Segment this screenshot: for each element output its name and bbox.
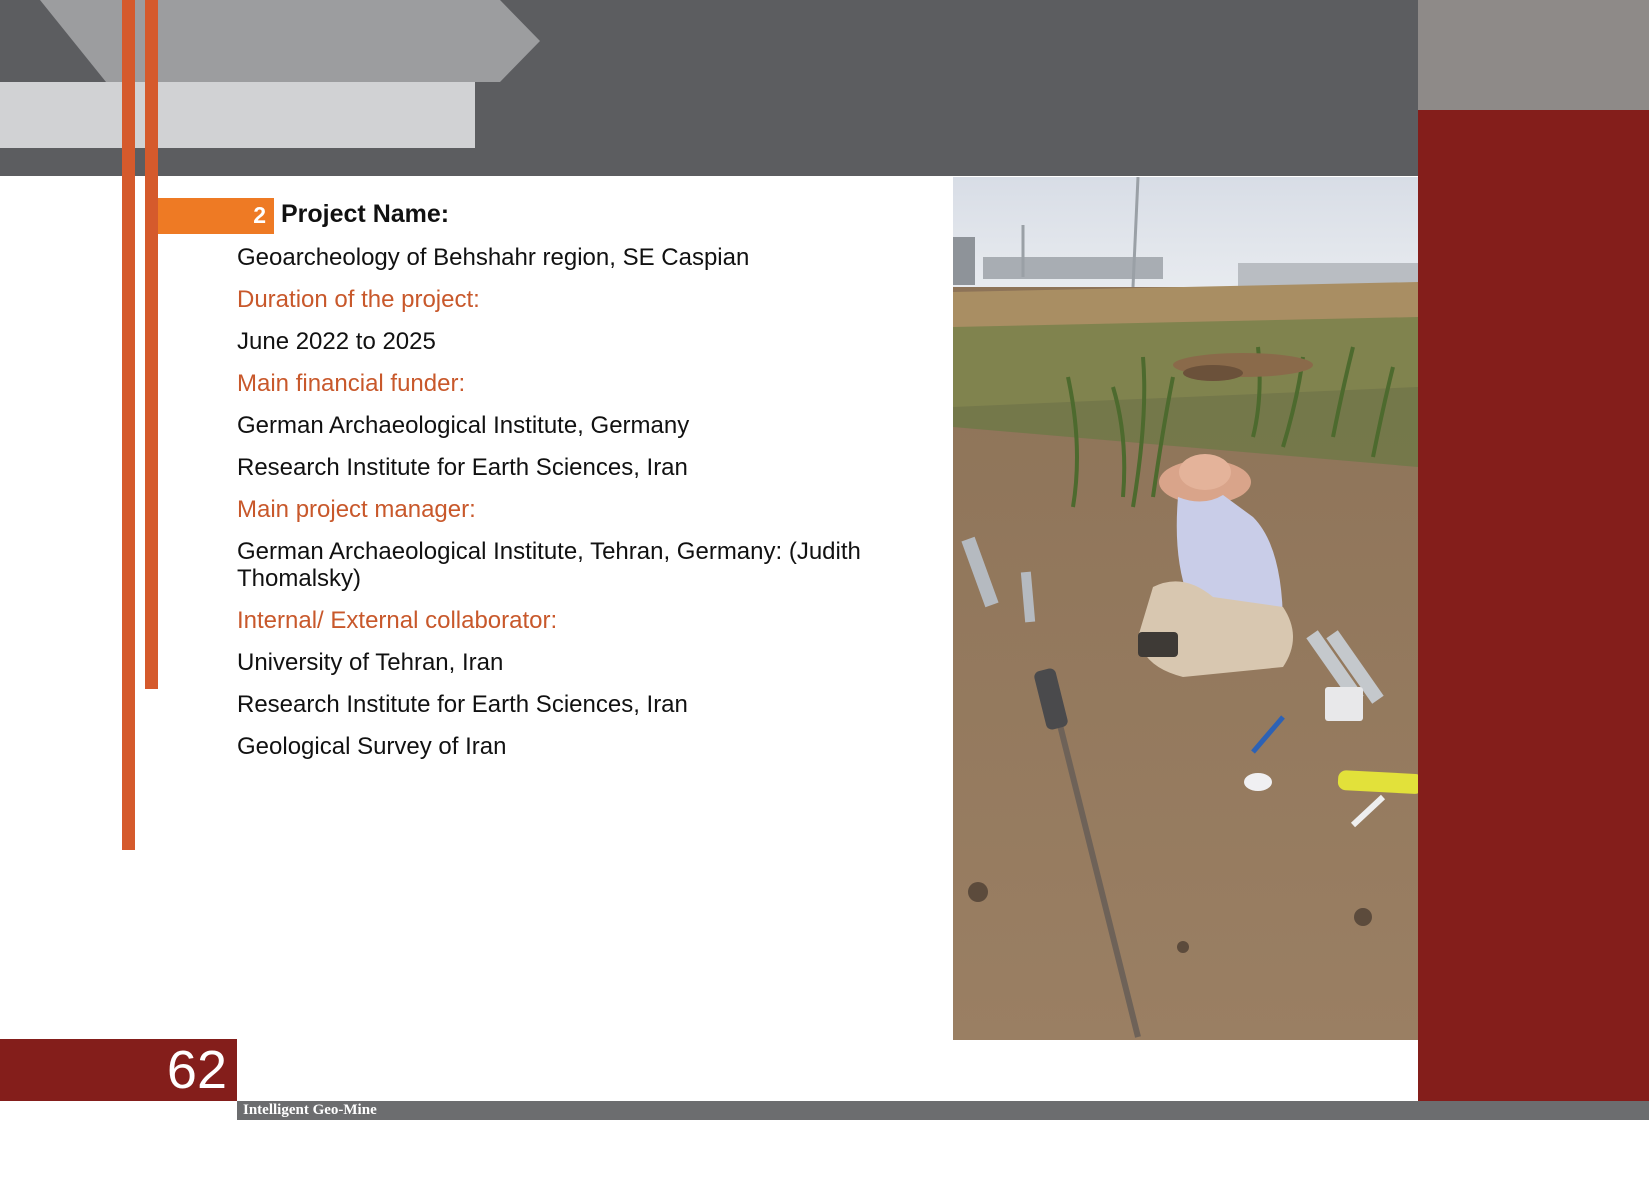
collaborator-value: University of Tehran, Iran [237, 649, 504, 676]
side-red-column [1418, 110, 1649, 1103]
page-number-box [0, 1039, 237, 1101]
manager-value: German Archaeological Institute, Tehran, Germany: (Judith Thomalsky) [237, 538, 861, 592]
page-number: 62 [166, 1040, 227, 1100]
collaborator-value: Research Institute for Earth Sciences, Iran [237, 691, 688, 718]
field-photo [953, 177, 1418, 1040]
side-grey-block [1418, 0, 1649, 110]
collaborator-value: Geological Survey of Iran [237, 733, 507, 760]
footer-bar [237, 1101, 1649, 1120]
duration-label: Duration of the project: [237, 286, 480, 313]
funder-label: Main financial funder: [237, 370, 466, 397]
vertical-rule-inner [145, 0, 158, 689]
vertical-rule-outer [122, 0, 135, 850]
section-heading: Project Name: [281, 200, 450, 228]
section-number-badge [158, 198, 274, 234]
funder-value: Research Institute for Earth Sciences, Iran [237, 454, 688, 481]
funder-value: German Archaeological Institute, Germany [237, 412, 690, 439]
duration-value: June 2022 to 2025 [237, 328, 436, 355]
collaborator-label: Internal/ External collaborator: [237, 607, 558, 634]
header-light-bar [0, 82, 475, 148]
project-title: Geoarcheology of Behshahr region, SE Caspian [237, 244, 750, 271]
section-number: 2 [253, 202, 266, 228]
publication-name: Intelligent Geo-Mine [243, 1102, 377, 1118]
project-details [237, 244, 937, 775]
manager-label: Main project manager: [237, 496, 476, 523]
